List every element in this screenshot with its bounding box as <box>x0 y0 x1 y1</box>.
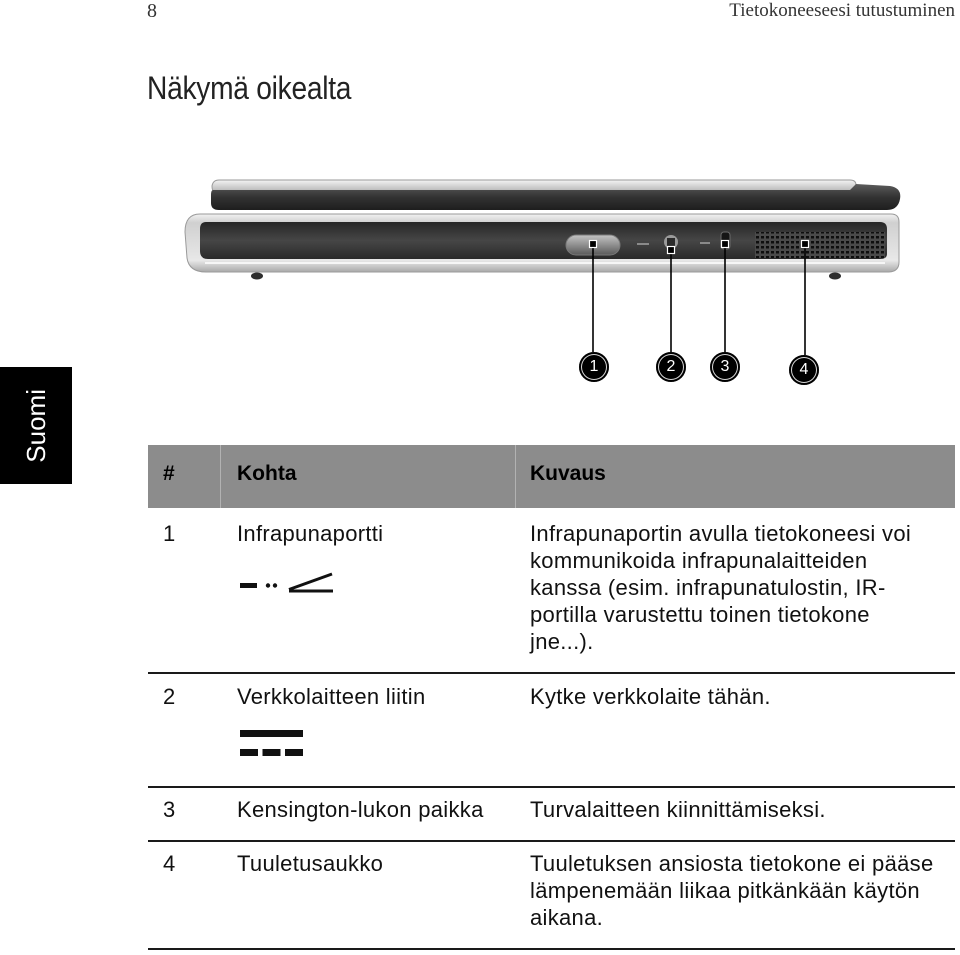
row-divider <box>148 672 955 674</box>
description <box>530 683 771 710</box>
row-number: 4 <box>163 851 176 876</box>
infrared-icon <box>239 570 335 596</box>
description-line: kanssa (esim. infrapunatulostin, IR- <box>530 575 886 600</box>
item-name: Kensington-lukon paikka <box>237 797 484 822</box>
description <box>530 850 933 931</box>
row-number: 2 <box>163 684 176 709</box>
row-number: 3 <box>163 797 176 822</box>
row-divider <box>148 786 955 788</box>
column-header-item: Kohta <box>237 462 297 485</box>
description-line: Turvalaitteen kiinnittämiseksi. <box>530 797 826 822</box>
table-bottom-rule <box>148 948 955 950</box>
callout-1: 1 <box>579 352 609 382</box>
item-name: Tuuletusaukko <box>237 851 384 876</box>
callout-4: 4 <box>789 355 819 385</box>
running-title: Tietokoneeseesi tutustuminen <box>729 0 955 21</box>
network-icon <box>240 728 304 758</box>
column-header-description: Kuvaus <box>530 462 606 485</box>
section-title: Näkymä oikealta <box>147 70 352 106</box>
callout-3: 3 <box>710 352 740 382</box>
page-number: 8 <box>147 0 157 22</box>
column-header-number: # <box>163 462 175 485</box>
header-separator <box>515 445 516 508</box>
description-line: portilla varustettu toinen tietokone <box>530 602 870 627</box>
description-line: kommunikoida infrapunalaitteiden <box>530 548 868 573</box>
language-tab <box>0 367 72 484</box>
item-name: Infrapunaportti <box>237 521 384 546</box>
row-number: 1 <box>163 521 176 546</box>
item-name: Verkkolaitteen liitin <box>237 684 426 709</box>
description-line: lämpenemään liikaa pitkänkään käytön <box>530 878 920 903</box>
callout-leader-lines <box>580 236 820 361</box>
header-separator <box>220 445 221 508</box>
description <box>530 796 826 823</box>
description-line: Kytke verkkolaite tähän. <box>530 684 771 709</box>
description-line: Tuuletuksen ansiosta tietokone ei pääse <box>530 851 934 876</box>
description-line: jne...). <box>530 629 594 654</box>
language-tab-label: Suomi <box>21 388 51 463</box>
description-line: Infrapunaportin avulla tietokoneesi voi <box>530 521 912 546</box>
callout-2: 2 <box>656 352 686 382</box>
description-line: aikana. <box>530 905 604 930</box>
description <box>530 520 911 655</box>
table-header <box>148 445 955 508</box>
row-divider <box>148 840 955 842</box>
